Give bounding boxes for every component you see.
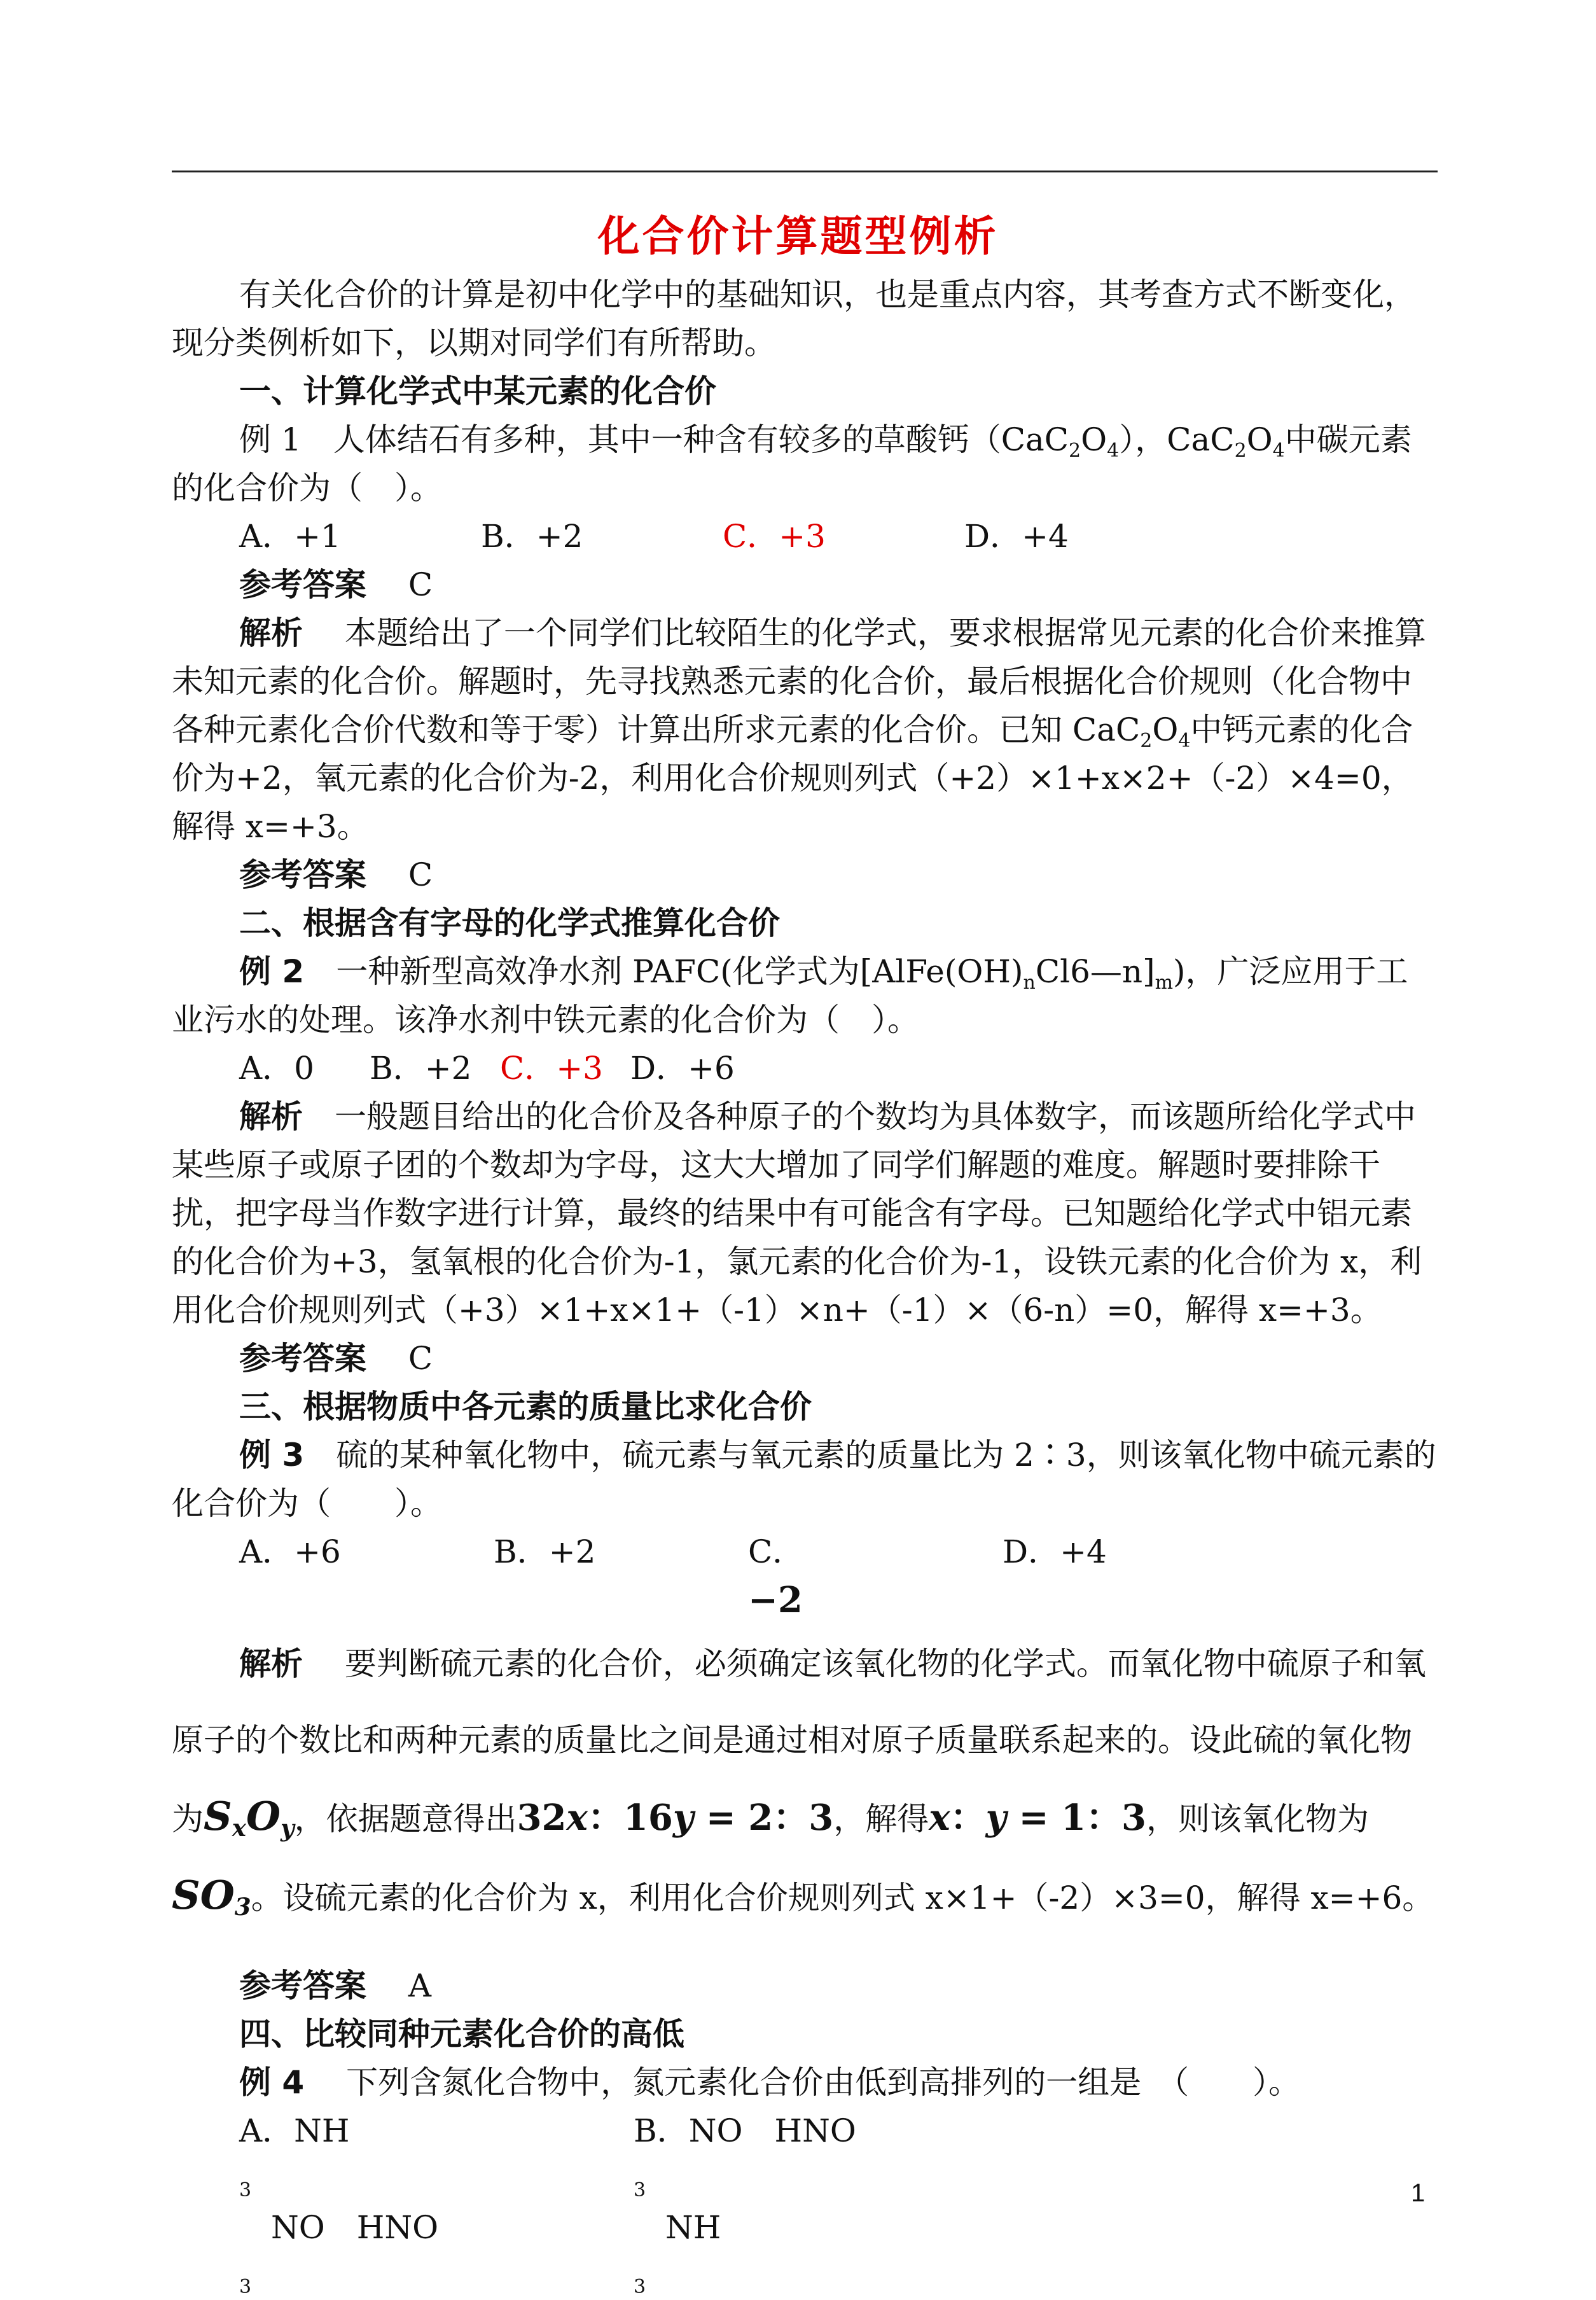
document-body bbox=[172, 270, 1438, 2300]
option-d: D．+4 bbox=[1003, 1533, 1107, 1570]
option-c: C．+3 bbox=[723, 518, 826, 555]
example-3-options bbox=[172, 1528, 1438, 1626]
example-1-analysis: 解析 本题给出了一个同学们比较陌生的化学式，要求根据常见元素的化合价来推算未知元素的化合价。解题时，先寻找熟悉元素的化合价，最后根据化合价规则（化合物中各种元素化合价代数和等于零）计算出所求元素的化合价。已知 $CaC_2O_4$中钙元素的化合价为+2，氧元素的化合价为-2，利用化合价规则列式（+2）×1+x×2+（-2）×4=0，解得 x=+3。 bbox=[172, 615, 1426, 845]
equation-mass-ratio: 32x：16y = 2：3 bbox=[517, 1797, 834, 1839]
option-b: B．+2 bbox=[370, 1050, 472, 1087]
example-2-answer: 参考答案 C bbox=[239, 1340, 433, 1377]
example-1-options bbox=[172, 512, 1438, 561]
example-4-question: 例 4 下列含氮化合物中，氮元素化合价由低到高排列的一组是 （ ）。 bbox=[239, 2064, 1301, 2101]
option-a: A．+6 bbox=[239, 1533, 341, 1570]
section-1-heading: 一、计算化学式中某元素的化合价 bbox=[239, 373, 716, 410]
option-b: B．+2 bbox=[481, 518, 583, 555]
example-2-options bbox=[172, 1044, 1438, 1092]
page-title: 化合价计算题型例析 bbox=[597, 212, 999, 261]
option-d: D．+4 bbox=[964, 518, 1069, 555]
formula-sxoy: $S_xO_y$ bbox=[204, 1793, 295, 1842]
example-4-options bbox=[172, 2107, 1438, 2300]
option-a: A．0 bbox=[239, 1050, 314, 1087]
page-number: 1 bbox=[1411, 2179, 1426, 2207]
option-b: B．NO $HNO_3$ $NH_3$ bbox=[634, 2112, 856, 2298]
example-3-analysis: 解析 要判断硫元素的化合价，必须确定该氧化物的化学式。而氧化物中硫原子和氧原子的个数比和两种元素的质量比之间是通过相对原子质量联系起来的。设此硫的氧化物为$S_xO_y$，依据题意得出32x：16y = 2：3，解得x：y = 1：3，则该氧化物为$SO_3$。设硫元素的化合价为 x，利用化合价规则列式 x×1+（-2）×3=0，解得 x=+6。 bbox=[172, 1645, 1434, 1921]
example-2-analysis: 解析 一般题目给出的化合价及各种原子的个数均为具体数字，而该题所给化学式中某些原子或原子团的个数却为字母，这大大增加了同学们解题的难度。解题时要排除干扰，把字母当作数字进行计算，最终的结果中有可能含有字母。已知题给化学式中铝元素的化合价为+3，氢氧根的化合价为-1，氯元素的化合价为-1，设铁元素的化合价为 x，利用化合价规则列式（+3）×1+x×1+（-1）×n+（-1）×（6-n）=0，解得 x=+3。 bbox=[172, 1098, 1422, 1328]
example-1-answer: 参考答案 C bbox=[239, 566, 433, 603]
equation-atom-ratio: x：y = 1：3 bbox=[929, 1797, 1147, 1839]
example-1-answer-repeat: 参考答案 C bbox=[239, 856, 433, 893]
formula-so3: $SO_3$ bbox=[172, 1872, 251, 1921]
option-a: A．+1 bbox=[239, 518, 341, 555]
example-2-question: 例 2 一种新型高效净水剂 PAFC(化学式为$[AlFe(OH)_nCl6—n]_m$)，广泛应用于工业污水的处理。该净水剂中铁元素的化合价为（ ）。 bbox=[172, 953, 1408, 1038]
section-3-heading: 三、根据物质中各元素的质量比求化合价 bbox=[239, 1388, 812, 1425]
intro-paragraph: 有关化合价的计算是初中化学中的基础知识，也是重点内容，其考查方式不断变化，现分类例析如下，以期对同学们有所帮助。 bbox=[172, 276, 1416, 361]
option-a: A．$NH_3$ NO $HNO_3$ bbox=[239, 2112, 439, 2298]
example-1-question: 例 1 人体结石有多种，其中一种含有较多的草酸钙$(CaC_2O_4)$，$CaC_2O_4$中碳元素的化合价为（ ）。 bbox=[172, 421, 1412, 506]
example-3-question: 例 3 硫的某种氧化物中，硫元素与氧元素的质量比为 2∶3，则该氧化物中硫元素的化合价为（ ）。 bbox=[172, 1437, 1436, 1522]
option-d: D．+6 bbox=[630, 1050, 735, 1087]
option-b: B．+2 bbox=[494, 1533, 596, 1570]
section-2-heading: 二、根据含有字母的化学式推算化合价 bbox=[239, 905, 780, 942]
option-c: C．−2 bbox=[748, 1533, 805, 1621]
section-4-heading: 四、比较同种元素化合价的高低 bbox=[239, 2016, 684, 2053]
option-c: C．+3 bbox=[500, 1050, 603, 1087]
header-rule bbox=[172, 171, 1438, 172]
example-3-answer: 参考答案 A bbox=[239, 1967, 432, 2004]
